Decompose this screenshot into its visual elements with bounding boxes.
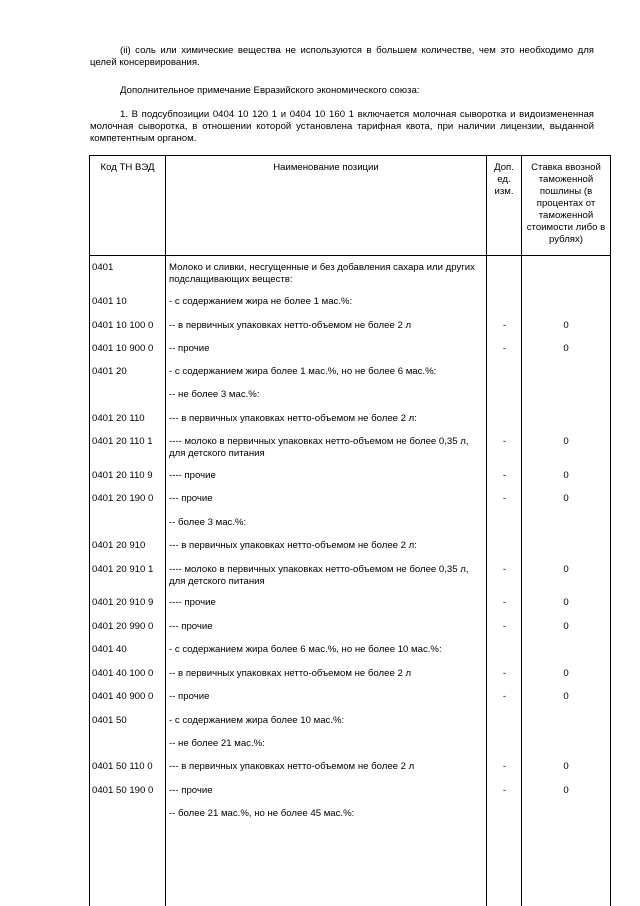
cell-name: -- прочие [169,343,210,354]
cell-name: -- в первичных упаковках нетто-объемом не более 2 л [169,668,412,679]
cell-name: --- прочие [169,493,213,504]
cell-code: 0401 10 [92,296,127,307]
cell-name: - с содержанием жира более 6 мас.%, но не более 10 мас.%: [169,644,442,655]
cell-code: 0401 20 910 1 [92,564,154,575]
cell-unit: - [502,761,507,772]
cell-unit: - [502,597,507,608]
cell-name: -- более 21 мас.%, но не более 45 мас.%: [169,808,355,819]
cell-name: - с содержанием жира не более 1 мас.%: [169,296,353,307]
cell-code: 0401 20 [92,366,127,377]
cell-code: 0401 20 110 9 [92,470,153,481]
cell-unit: - [502,493,507,504]
cell-code: 0401 10 100 0 [92,320,154,331]
cell-name: --- прочие [169,621,213,632]
header-name: Наименование позиции [273,162,379,173]
header-unit: Доп. ед. изм. [494,162,514,197]
header-rate: Ставка ввозной таможенной пошлины (в процентах от таможенной стоимости либо в рублях) [526,162,606,245]
cell-name: - с содержанием жира более 10 мас.%: [169,715,345,726]
cell-unit: - [502,320,507,331]
cell-name: - с содержанием жира более 1 мас.%, но не более 6 мас.%: [169,366,437,377]
cell-name: --- прочие [169,785,213,796]
cell-code: 0401 [92,262,114,273]
cell-name: ---- прочие [169,597,216,608]
cell-code: 0401 20 190 0 [92,493,154,504]
cell-code: 0401 20 910 [92,540,146,551]
tariff-table [89,155,611,906]
cell-code: 0401 50 190 0 [92,785,154,796]
cell-name: ---- молоко в первичных упаковках нетто-объемом не более 0,35 л, для детского питания [169,564,469,587]
cell-unit: - [502,785,507,796]
cell-rate: 0 [563,668,569,679]
cell-name: -- более 3 мас.%: [169,517,247,528]
cell-rate: 0 [563,597,569,608]
cell-rate: 0 [563,343,569,354]
cell-name: --- в первичных упаковках нетто-объемом не более 2 л: [169,540,417,551]
paragraph-eaeu-note-heading: Дополнительное примечание Евразийского экономического союза: [120,85,420,96]
cell-name: --- в первичных упаковках нетто-объемом не более 2 л [169,761,415,772]
cell-code: 0401 50 [92,715,127,726]
cell-code: 0401 40 [92,644,127,655]
cell-unit: - [502,436,507,447]
cell-code: 0401 50 110 0 [92,761,153,772]
cell-rate: 0 [563,564,569,575]
cell-rate: 0 [563,470,569,481]
cell-rate: 0 [563,493,569,504]
cell-code: 0401 20 110 [92,413,145,424]
cell-rate: 0 [563,436,569,447]
cell-code: 0401 20 990 0 [92,621,154,632]
cell-unit: - [502,668,507,679]
cell-code: 0401 20 110 1 [92,436,153,447]
cell-name: Молоко и сливки, несгущенные и без добавления сахара или других подслащивающих веществ: [169,262,475,285]
cell-unit: - [502,470,507,481]
cell-name: -- в первичных упаковках нетто-объемом не более 2 л [169,320,412,331]
header-code: Код ТН ВЭД [100,162,155,173]
cell-name: -- не более 21 мас.%: [169,738,265,749]
cell-name: --- в первичных упаковках нетто-объемом не более 2 л: [169,413,417,424]
cell-name: ---- молоко в первичных упаковках нетто-объемом не более 0,35 л, для детского питания [169,436,469,459]
cell-unit: - [502,621,507,632]
cell-name: -- прочие [169,691,210,702]
cell-code: 0401 20 910 9 [92,597,154,608]
cell-unit: - [502,343,507,354]
cell-name: ---- прочие [169,470,216,481]
cell-unit: - [502,691,507,702]
cell-name: -- не более 3 мас.%: [169,389,260,400]
column-divider [486,156,487,906]
paragraph-eaeu-note-1: 1. В подсубпозиции 0404 10 120 1 и 0404 10 160 1 включается молочная сыворотка и видоизмененная молочная сыворотка, в отношении которой установлена тарифная квота, при наличии лицензии, выданной компетентным органом. [90,109,594,144]
cell-code: 0401 40 100 0 [92,668,154,679]
cell-unit: - [502,564,507,575]
cell-rate: 0 [563,761,569,772]
cell-rate: 0 [563,785,569,796]
cell-rate: 0 [563,320,569,331]
cell-rate: 0 [563,691,569,702]
column-divider [165,156,166,906]
cell-rate: 0 [563,621,569,632]
cell-code: 0401 10 900 0 [92,343,154,354]
paragraph-preservation-note: (ii) соль или химические вещества не используются в большем количестве, чем это необходимо для целей консервирования. [90,45,594,68]
cell-code: 0401 40 900 0 [92,691,154,702]
header-divider [90,255,610,256]
